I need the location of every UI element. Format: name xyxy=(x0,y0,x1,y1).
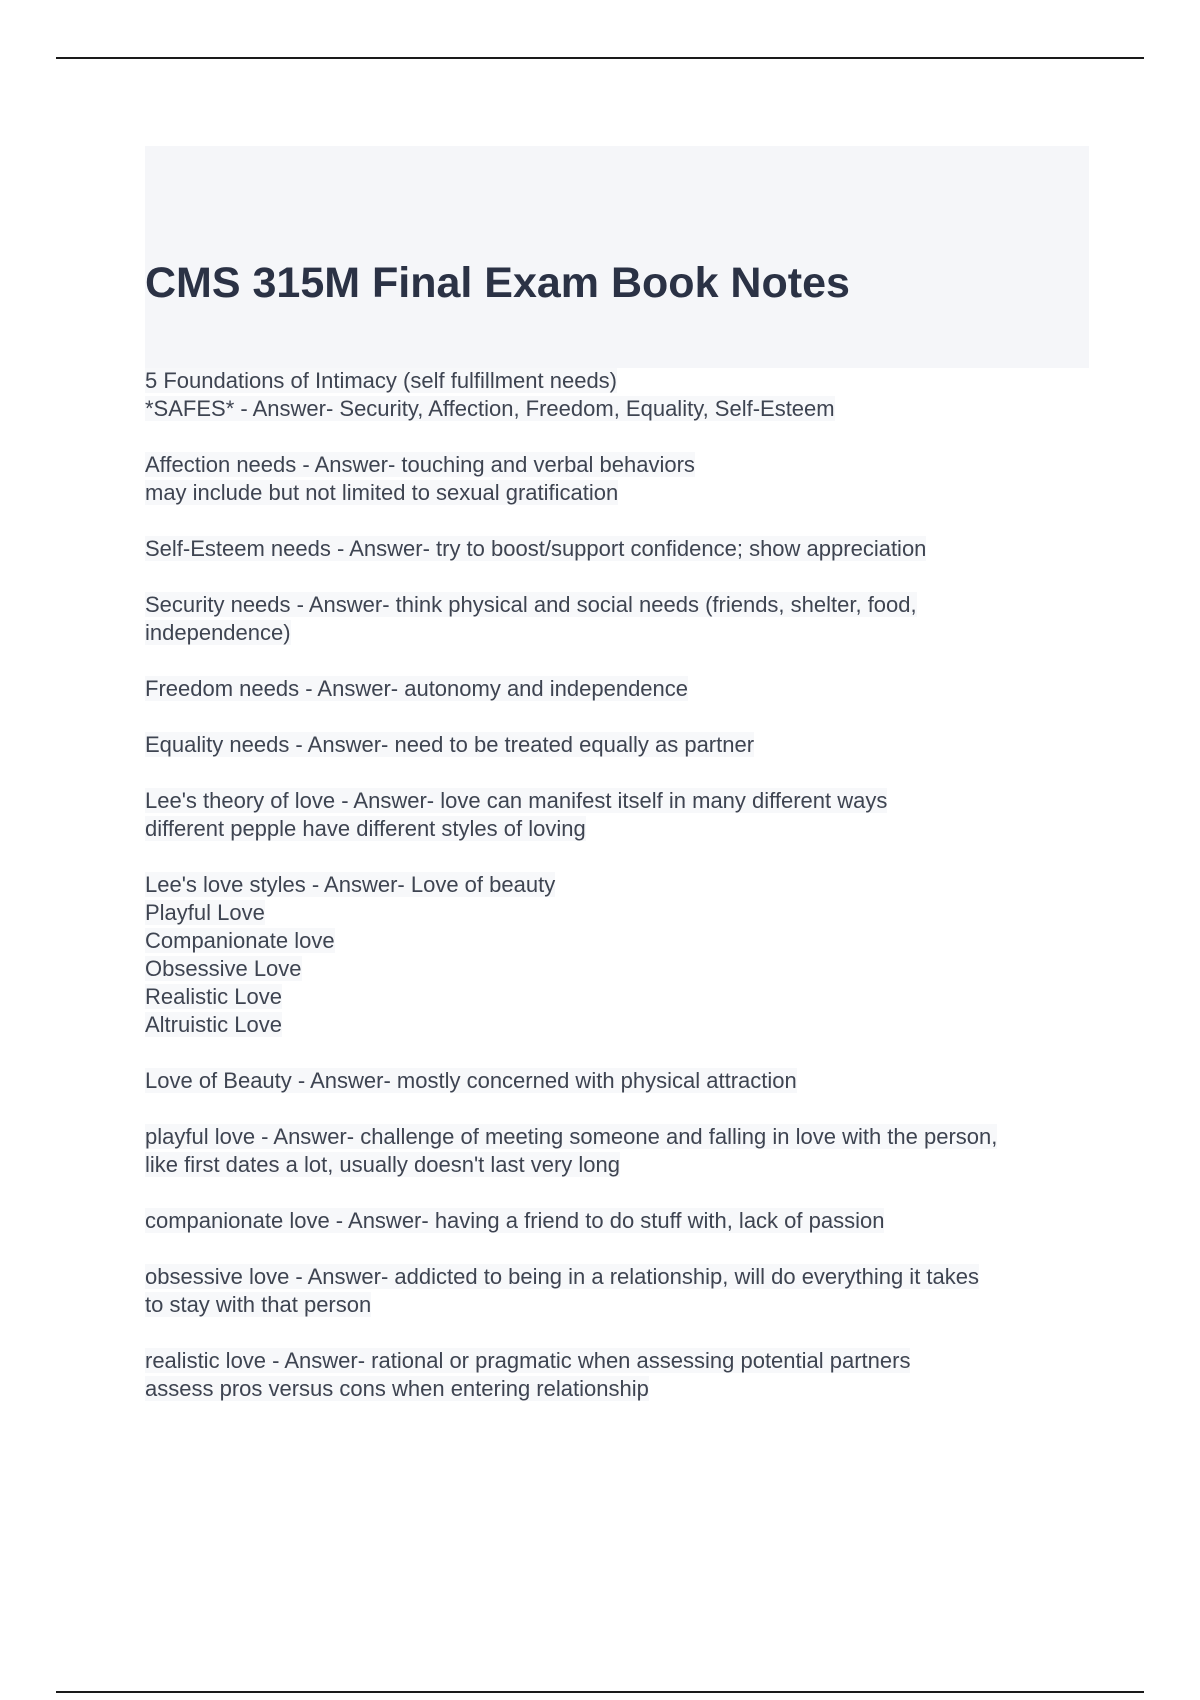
note-line: to stay with that person xyxy=(145,1292,372,1317)
document-title: CMS 315M Final Exam Book Notes xyxy=(145,259,850,307)
note-line: playful love - Answer- challenge of meeting someone and falling in love with the person, xyxy=(145,1124,998,1149)
note-line: Lee's love styles - Answer- Love of beauty xyxy=(145,872,556,897)
note-line: Playful Love xyxy=(145,900,265,925)
note-entry xyxy=(145,1263,1089,1319)
note-entry xyxy=(145,731,1089,759)
note-line: independence) xyxy=(145,620,291,645)
notes-list xyxy=(145,367,1089,1431)
bottom-rule xyxy=(56,1691,1144,1693)
note-entry xyxy=(145,871,1089,1039)
note-line: Freedom needs - Answer- autonomy and independence xyxy=(145,676,689,701)
note-line: companionate love - Answer- having a friend to do stuff with, lack of passion xyxy=(145,1208,885,1233)
note-line: like first dates a lot, usually doesn't last very long xyxy=(145,1152,620,1177)
note-line: assess pros versus cons when entering relationship xyxy=(145,1376,649,1401)
note-entry xyxy=(145,787,1089,843)
note-entry xyxy=(145,1067,1089,1095)
top-rule xyxy=(56,57,1144,59)
note-entry xyxy=(145,535,1089,563)
note-entry xyxy=(145,591,1089,647)
note-line: obsessive love - Answer- addicted to being in a relationship, will do everything it takes xyxy=(145,1264,980,1289)
note-line: Equality needs - Answer- need to be treated equally as partner xyxy=(145,732,755,757)
note-line: Realistic Love xyxy=(145,984,282,1009)
note-line: *SAFES* - Answer- Security, Affection, Freedom, Equality, Self-Esteem xyxy=(145,396,835,421)
note-line: realistic love - Answer- rational or pragmatic when assessing potential partners xyxy=(145,1348,911,1373)
note-line: Love of Beauty - Answer- mostly concerned with physical attraction xyxy=(145,1068,797,1093)
note-entry xyxy=(145,1347,1089,1403)
note-line: 5 Foundations of Intimacy (self fulfillment needs) xyxy=(145,368,618,393)
note-line: Altruistic Love xyxy=(145,1012,282,1037)
note-line: may include but not limited to sexual gratification xyxy=(145,480,619,505)
note-line: Security needs - Answer- think physical and social needs (friends, shelter, food, xyxy=(145,592,917,617)
note-entry xyxy=(145,675,1089,703)
note-line: Lee's theory of love - Answer- love can manifest itself in many different ways xyxy=(145,788,888,813)
note-line: Affection needs - Answer- touching and verbal behaviors xyxy=(145,452,695,477)
note-line: Self-Esteem needs - Answer- try to boost/support confidence; show appreciation xyxy=(145,536,927,561)
note-line: Companionate love xyxy=(145,928,335,953)
note-entry xyxy=(145,1207,1089,1235)
note-entry xyxy=(145,367,1089,423)
note-entry xyxy=(145,451,1089,507)
note-line: Obsessive Love xyxy=(145,956,302,981)
note-entry xyxy=(145,1123,1089,1179)
note-line: different pepple have different styles of loving xyxy=(145,816,586,841)
